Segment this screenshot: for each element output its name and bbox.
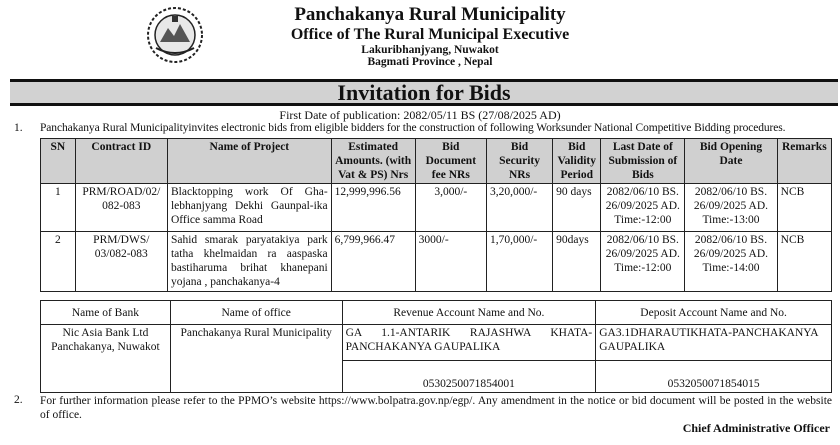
publication-date: First Date of publication: 2082/05/11 BS (27/08/2025 AD) — [279, 108, 561, 122]
header-security: Bid Security NRs — [486, 139, 552, 184]
cell-security: 3,20,000/- — [486, 184, 552, 232]
cell-last-date: 2082/06/10 BS. 26/09/2025 AD. Time:-12:00 — [601, 184, 685, 232]
office-name-cell: Panchakanya Rural Municipality — [170, 325, 342, 393]
item-number: 1. — [14, 122, 23, 134]
cell-opening: 2082/06/10 BS. 26/09/2025 AD. Time:-13:00 — [685, 184, 777, 232]
cell-doc-fee: 3,000/- — [415, 184, 486, 232]
revenue-account-number: 0530250071854001 — [342, 361, 596, 393]
cell-project: Blacktopping work Of Gha-lebhanjyang Dekhi Gaunpal-ika Office samma Road — [167, 184, 331, 232]
item-number: 2. — [14, 394, 23, 406]
revenue-account-name: GA 1.1-ANTARIK RAJASHWA KHATA-PANCHAKANYA GAUPALIKA — [342, 325, 596, 361]
office-name: Office of The Rural Municipal Executive — [290, 26, 570, 43]
bank-name: Nic Asia Bank Ltd Panchakanya, Nuwakot — [41, 325, 171, 393]
notice-title: Invitation for Bids — [10, 79, 838, 106]
cell-last-date: 2082/06/10 BS. 26/09/2025 AD. Time:-12:00 — [601, 232, 685, 292]
office-province: Bagmati Province , Nepal — [367, 56, 493, 68]
table-header-row — [41, 139, 832, 184]
cell-contract-id: PRM/ROAD/02/ 082-083 — [75, 184, 167, 232]
signature-title: Chief Administrative Officer — [682, 421, 830, 435]
header-deposit: Deposit Account Name and No. — [596, 301, 832, 325]
cell-sn: 2 — [41, 232, 76, 292]
deposit-account-name: GA3.1DHARAUTIKHATA-PANCHAKANYA GAUPALIKA — [596, 325, 832, 361]
bank-table — [40, 300, 832, 393]
table-row — [41, 232, 832, 292]
office-location: Lakuribhanjyang, Nuwakot — [361, 44, 499, 56]
cell-validity: 90 days — [553, 184, 601, 232]
header-validity: Bid Validity Period — [553, 139, 601, 184]
letterhead — [220, 4, 640, 68]
header-project: Name of Project — [167, 139, 331, 184]
further-info-paragraph: For further information please refer to the PPMO’s website https://www.bolpatra.gov.np/egp/. Any amendment in the notice or bid document will be posted in the website of office. — [40, 395, 832, 421]
header-amount: Estimated Amounts. (with Vat & PS) Nrs — [331, 139, 415, 184]
header-remarks: Remarks — [777, 139, 831, 184]
deposit-account-number: 0532050071854015 — [596, 361, 832, 393]
cell-amount: 6,799,966.47 — [331, 232, 415, 292]
header-contract-id: Contract ID — [75, 139, 167, 184]
cell-doc-fee: 3000/- — [415, 232, 486, 292]
cell-remarks: NCB — [777, 184, 831, 232]
organization-name: Panchakanya Rural Municipality — [294, 4, 566, 25]
cell-project: Sahid smarak paryatakiya park tatha khelmaidan ra aaspaska bastiharuma brihat khanepani yojana , panchakanya-4 — [167, 232, 331, 292]
cell-security: 1,70,000/- — [486, 232, 552, 292]
header-office: Name of office — [170, 301, 342, 325]
header-opening: Bid Opening Date — [685, 139, 777, 184]
bids-table — [40, 138, 832, 292]
header-bank: Name of Bank — [41, 301, 171, 325]
cell-sn: 1 — [41, 184, 76, 232]
municipality-emblem-icon — [146, 6, 204, 64]
cell-validity: 90days — [553, 232, 601, 292]
header-revenue: Revenue Account Name and No. — [342, 301, 596, 325]
header-last-date: Last Date of Submission of Bids — [601, 139, 685, 184]
header-sn: SN — [41, 139, 76, 184]
bank-row — [41, 325, 832, 361]
intro-paragraph: Panchakanya Rural Municipalityinvites electronic bids from eligible bidders for the construction of following Worksunder National Competitive Bidding procedures. — [40, 122, 786, 134]
table-row — [41, 184, 832, 232]
header-doc-fee: Bid Document fee NRs — [415, 139, 486, 184]
cell-opening: 2082/06/10 BS. 26/09/2025 AD. Time:-14:00 — [685, 232, 777, 292]
cell-amount: 12,999,996.56 — [331, 184, 415, 232]
cell-remarks: NCB — [777, 232, 831, 292]
cell-contract-id: PRM/DWS/ 03/082-083 — [75, 232, 167, 292]
bank-header-row — [41, 301, 832, 325]
